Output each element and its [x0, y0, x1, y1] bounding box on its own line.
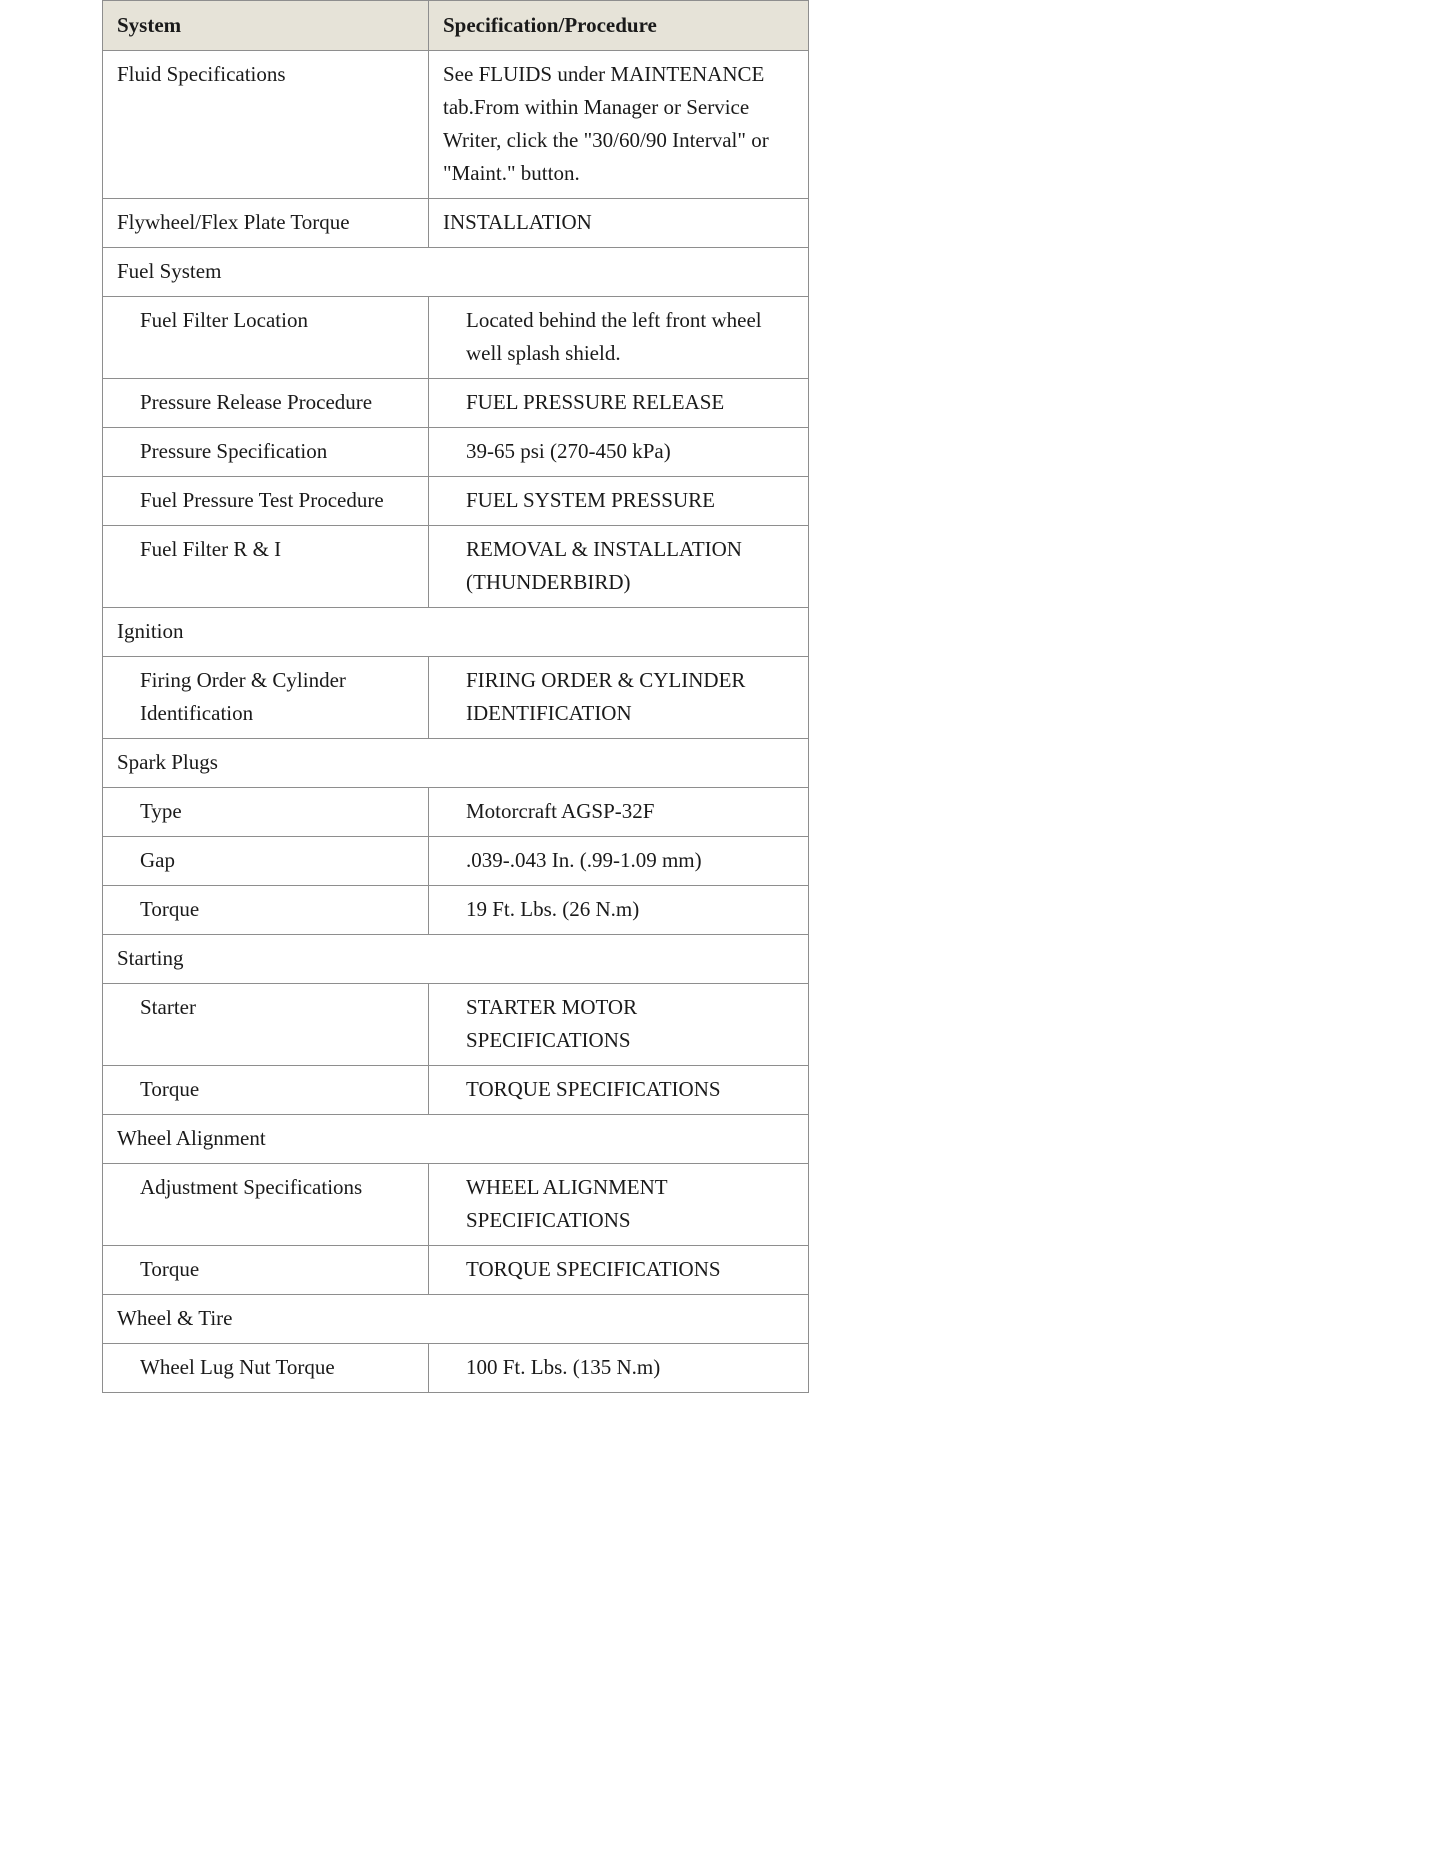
section-title: Wheel Alignment — [103, 1115, 809, 1164]
table-row — [103, 1246, 809, 1295]
table-row — [103, 379, 809, 428]
system-cell: Fuel Filter R & I — [103, 526, 429, 608]
system-cell: Gap — [103, 837, 429, 886]
section-row — [103, 1295, 809, 1344]
specification-cell: .039-.043 In. (.99-1.09 mm) — [429, 837, 809, 886]
table-header — [103, 1, 809, 51]
header-row — [103, 1, 809, 51]
system-cell: Pressure Release Procedure — [103, 379, 429, 428]
section-row — [103, 739, 809, 788]
system-cell: Torque — [103, 1066, 429, 1115]
header-system: System — [103, 1, 429, 51]
section-row — [103, 1115, 809, 1164]
section-title: Wheel & Tire — [103, 1295, 809, 1344]
system-cell: Fluid Specifications — [103, 51, 429, 199]
system-cell: Fuel Filter Location — [103, 297, 429, 379]
table-row — [103, 297, 809, 379]
section-title: Starting — [103, 935, 809, 984]
table-row — [103, 199, 809, 248]
table-row — [103, 428, 809, 477]
specification-cell: TORQUE SPECIFICATIONS — [429, 1066, 809, 1115]
specification-cell: WHEEL ALIGNMENT SPECIFICATIONS — [429, 1164, 809, 1246]
specification-cell: REMOVAL & INSTALLATION (THUNDERBIRD) — [429, 526, 809, 608]
table-row — [103, 1066, 809, 1115]
specification-cell: Motorcraft AGSP-32F — [429, 788, 809, 837]
table-row — [103, 526, 809, 608]
specification-cell: FUEL PRESSURE RELEASE — [429, 379, 809, 428]
section-row — [103, 608, 809, 657]
table-row — [103, 1344, 809, 1393]
system-cell: Firing Order & Cylinder Identification — [103, 657, 429, 739]
table-row — [103, 788, 809, 837]
specification-cell: FIRING ORDER & CYLINDER IDENTIFICATION — [429, 657, 809, 739]
system-cell: Torque — [103, 886, 429, 935]
system-cell: Fuel Pressure Test Procedure — [103, 477, 429, 526]
specification-cell: See FLUIDS under MAINTENANCE tab.From within Manager or Service Writer, click the "30/60/90 Interval" or "Maint." button. — [429, 51, 809, 199]
specification-cell: 100 Ft. Lbs. (135 N.m) — [429, 1344, 809, 1393]
system-cell: Type — [103, 788, 429, 837]
section-title: Spark Plugs — [103, 739, 809, 788]
system-cell: Starter — [103, 984, 429, 1066]
specification-cell: 39-65 psi (270-450 kPa) — [429, 428, 809, 477]
section-title: Fuel System — [103, 248, 809, 297]
system-cell: Wheel Lug Nut Torque — [103, 1344, 429, 1393]
section-row — [103, 935, 809, 984]
specification-cell: TORQUE SPECIFICATIONS — [429, 1246, 809, 1295]
table-row — [103, 837, 809, 886]
specification-cell: INSTALLATION — [429, 199, 809, 248]
table-row — [103, 984, 809, 1066]
section-title: Ignition — [103, 608, 809, 657]
system-cell: Pressure Specification — [103, 428, 429, 477]
section-row — [103, 248, 809, 297]
specifications-table — [102, 0, 809, 1393]
table-row — [103, 657, 809, 739]
table-row — [103, 1164, 809, 1246]
specification-cell: 19 Ft. Lbs. (26 N.m) — [429, 886, 809, 935]
specification-cell: Located behind the left front wheel well splash shield. — [429, 297, 809, 379]
table-body — [103, 51, 809, 1393]
table-row — [103, 477, 809, 526]
header-specification-procedure: Specification/Procedure — [429, 1, 809, 51]
specification-cell: STARTER MOTOR SPECIFICATIONS — [429, 984, 809, 1066]
table-row — [103, 886, 809, 935]
table-row — [103, 51, 809, 199]
system-cell: Adjustment Specifications — [103, 1164, 429, 1246]
system-cell: Torque — [103, 1246, 429, 1295]
system-cell: Flywheel/Flex Plate Torque — [103, 199, 429, 248]
specification-cell: FUEL SYSTEM PRESSURE — [429, 477, 809, 526]
